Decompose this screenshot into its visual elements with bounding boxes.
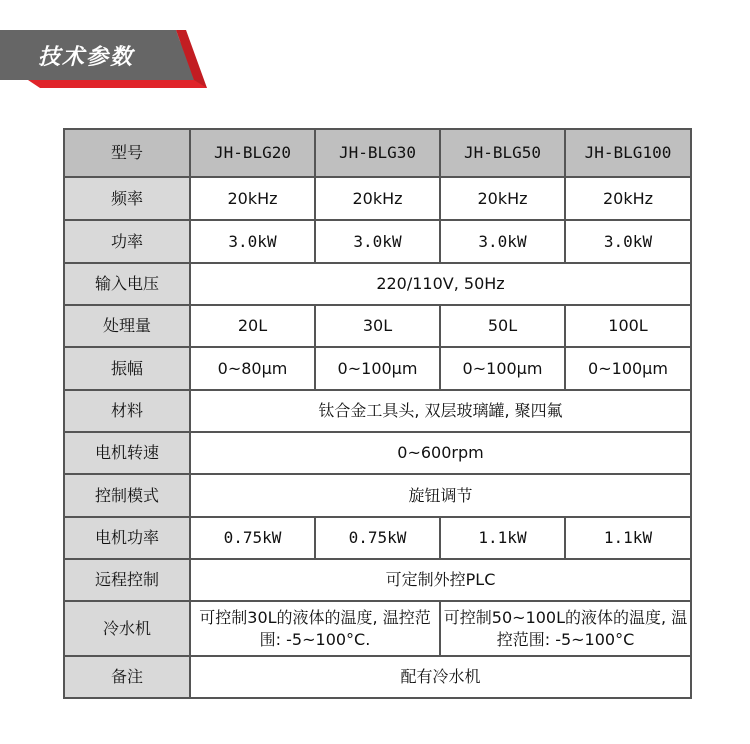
row-frequency <box>64 177 691 220</box>
row-label: 备注 <box>64 656 190 698</box>
cell-value: 100L <box>565 305 691 347</box>
cell-value: 30L <box>315 305 440 347</box>
cell-value: 20kHz <box>440 177 565 220</box>
row-label: 输入电压 <box>64 263 190 305</box>
row-label: 频率 <box>64 177 190 220</box>
cell-value: 3.0kW <box>190 220 315 263</box>
row-label: 材料 <box>64 390 190 432</box>
cell-value: 0~100μm <box>315 347 440 390</box>
row-amplitude <box>64 347 691 390</box>
header-row <box>64 129 691 177</box>
header-model-3: JH-BLG50 <box>440 129 565 177</box>
cell-value: 20kHz <box>190 177 315 220</box>
cell-value: 旋钮调节 <box>190 474 691 517</box>
cell-value: 可定制外控PLC <box>190 559 691 601</box>
row-label: 处理量 <box>64 305 190 347</box>
row-capacity <box>64 305 691 347</box>
header-model-4: JH-BLG100 <box>565 129 691 177</box>
cell-value: 0~600rpm <box>190 432 691 474</box>
cell-value: 0.75kW <box>315 517 440 559</box>
section-banner <box>0 0 750 110</box>
row-control-mode <box>64 474 691 517</box>
row-motor-speed <box>64 432 691 474</box>
row-remote-control <box>64 559 691 601</box>
cell-value: 0~100μm <box>565 347 691 390</box>
cell-value: 可控制30L的液体的温度, 温控范围: -5~100°C. <box>190 601 440 656</box>
row-remarks <box>64 656 691 698</box>
row-label: 冷水机 <box>64 601 190 656</box>
cell-value: 3.0kW <box>565 220 691 263</box>
cell-value: 配有冷水机 <box>190 656 691 698</box>
row-label: 电机功率 <box>64 517 190 559</box>
cell-value: 钛合金工具头, 双层玻璃罐, 聚四氟 <box>190 390 691 432</box>
cell-value: 0.75kW <box>190 517 315 559</box>
row-label: 控制模式 <box>64 474 190 517</box>
cell-value: 3.0kW <box>440 220 565 263</box>
row-label: 电机转速 <box>64 432 190 474</box>
cell-value: 220/110V, 50Hz <box>190 263 691 305</box>
header-model-1: JH-BLG20 <box>190 129 315 177</box>
section-title: 技术参数 <box>38 45 135 70</box>
row-material <box>64 390 691 432</box>
cell-value: 可控制50~100L的液体的温度, 温控范围: -5~100°C <box>440 601 691 656</box>
header-model-label: 型号 <box>64 129 190 177</box>
row-motor-power <box>64 517 691 559</box>
cell-value: 1.1kW <box>440 517 565 559</box>
row-label: 远程控制 <box>64 559 190 601</box>
cell-value: 20kHz <box>315 177 440 220</box>
cell-value: 50L <box>440 305 565 347</box>
row-label: 振幅 <box>64 347 190 390</box>
cell-value: 20kHz <box>565 177 691 220</box>
cell-value: 0~100μm <box>440 347 565 390</box>
cell-value: 1.1kW <box>565 517 691 559</box>
header-model-2: JH-BLG30 <box>315 129 440 177</box>
cell-value: 0~80μm <box>190 347 315 390</box>
row-input-voltage <box>64 263 691 305</box>
row-label: 功率 <box>64 220 190 263</box>
row-chiller <box>64 601 691 656</box>
cell-value: 20L <box>190 305 315 347</box>
cell-value: 3.0kW <box>315 220 440 263</box>
row-power <box>64 220 691 263</box>
spec-table <box>63 128 692 699</box>
